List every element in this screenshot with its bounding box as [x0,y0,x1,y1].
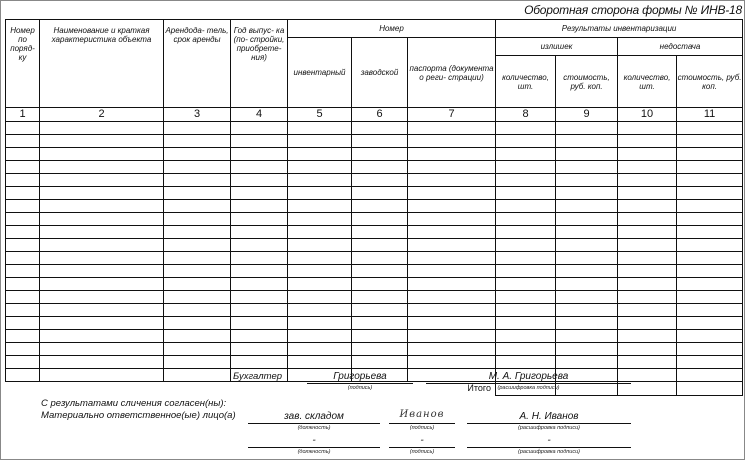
table-cell[interactable] [6,343,40,356]
table-row [6,187,743,200]
table-cell[interactable] [408,187,496,200]
table-cell[interactable] [231,174,288,187]
table-cell[interactable] [288,356,352,369]
table-cell[interactable] [288,252,352,265]
table-cell[interactable] [40,161,164,174]
person1-position-line [248,423,380,424]
table-cell[interactable] [164,356,231,369]
table-cell[interactable] [556,317,618,330]
table-cell[interactable] [677,174,743,187]
table-cell[interactable] [556,356,618,369]
table-cell[interactable] [618,343,677,356]
table-cell[interactable] [408,122,496,135]
table-cell[interactable] [496,265,556,278]
table-cell[interactable] [352,278,408,291]
person2-position-caption: (должность) [297,449,331,455]
table-cell[interactable] [231,265,288,278]
table-cell[interactable] [677,161,743,174]
table-cell[interactable] [231,343,288,356]
table-cell[interactable] [618,291,677,304]
table-cell[interactable] [6,291,40,304]
table-cell[interactable] [164,239,231,252]
table-cell[interactable] [352,226,408,239]
person1-signature-caption: (подпись) [409,425,435,431]
column-number: 7 [408,108,496,122]
table-cell[interactable] [40,135,164,148]
table-cell[interactable] [677,356,743,369]
table-cell[interactable] [231,317,288,330]
person2-position[interactable]: - [312,435,316,446]
table-cell[interactable] [164,291,231,304]
table-cell[interactable] [618,122,677,135]
table-cell[interactable] [6,252,40,265]
person2-full-name-caption: (расшифровка подписи) [518,449,580,455]
table-cell[interactable] [164,265,231,278]
table-cell[interactable] [496,122,556,135]
table-cell[interactable] [231,200,288,213]
table-cell[interactable] [677,343,743,356]
header-inventory-number: инвентарный [288,38,352,108]
table-cell[interactable] [288,213,352,226]
table-cell[interactable] [164,135,231,148]
table-cell[interactable] [496,213,556,226]
table-cell[interactable] [6,135,40,148]
table-cell[interactable] [408,265,496,278]
table-row [6,226,743,239]
header-factory-number: заводской [352,38,408,108]
table-cell[interactable] [231,226,288,239]
table-cell[interactable] [40,122,164,135]
table-cell[interactable] [556,239,618,252]
column-number: 8 [496,108,556,122]
table-cell[interactable] [40,187,164,200]
table-cell[interactable] [288,239,352,252]
table-cell[interactable] [164,330,231,343]
table-cell[interactable] [556,213,618,226]
table-cell[interactable] [352,343,408,356]
column-number: 2 [40,108,164,122]
table-cell[interactable] [677,213,743,226]
table-cell[interactable] [408,291,496,304]
table-cell[interactable] [618,278,677,291]
agreement-line2: Материально ответственное(ые) лицо(а) [41,410,236,421]
column-number: 10 [618,108,677,122]
table-cell[interactable] [231,356,288,369]
table-cell[interactable] [164,174,231,187]
table-cell[interactable] [288,343,352,356]
person1-full-name-line [467,423,631,424]
table-cell[interactable] [556,291,618,304]
table-cell[interactable] [618,252,677,265]
table-cell[interactable] [352,135,408,148]
accountant-full-name-caption: (расшифровка подписи) [497,385,560,391]
table-cell[interactable] [408,200,496,213]
header-row-number: Номер по поряд- ку [6,20,40,108]
table-cell[interactable] [352,304,408,317]
table-row [6,265,743,278]
table-row [6,252,743,265]
table-cell[interactable] [677,252,743,265]
table-cell[interactable] [40,252,164,265]
table-cell[interactable] [556,187,618,200]
total-shortage-cost[interactable] [677,382,743,396]
table-cell[interactable] [6,122,40,135]
table-cell[interactable] [352,174,408,187]
table-cell[interactable] [677,122,743,135]
person2-signature[interactable]: - [420,435,424,446]
table-row [6,239,743,252]
table-cell[interactable] [6,239,40,252]
table-cell[interactable] [408,252,496,265]
table-cell[interactable] [496,135,556,148]
table-cell[interactable] [164,122,231,135]
table-cell[interactable] [40,304,164,317]
person2-signature-caption: (подпись) [409,449,435,455]
table-cell[interactable] [352,252,408,265]
table-cell[interactable] [164,213,231,226]
column-numbers-row [6,108,743,122]
person2-signature-line [389,447,455,448]
column-number: 1 [6,108,40,122]
table-cell[interactable] [6,226,40,239]
table-cell[interactable] [231,330,288,343]
table-cell[interactable] [40,317,164,330]
table-cell[interactable] [352,291,408,304]
column-number: 11 [677,108,743,122]
person2-full-name[interactable]: - [547,435,551,446]
table-cell[interactable] [352,356,408,369]
table-cell[interactable] [496,252,556,265]
table-cell[interactable] [556,343,618,356]
table-cell[interactable] [408,161,496,174]
table-cell[interactable] [556,265,618,278]
table-cell[interactable] [164,187,231,200]
table-cell[interactable] [231,122,288,135]
table-cell[interactable] [556,278,618,291]
person1-full-name-caption: (расшифровка подписи) [518,425,580,431]
table-cell[interactable] [164,343,231,356]
table-cell[interactable] [496,356,556,369]
table-cell[interactable] [618,174,677,187]
table-cell[interactable] [496,291,556,304]
table-cell[interactable] [288,135,352,148]
table-cell[interactable] [408,213,496,226]
table-cell[interactable] [496,343,556,356]
table-cell[interactable] [40,343,164,356]
accountant-full-name-line [426,383,631,384]
table-cell[interactable] [408,135,496,148]
table-cell[interactable] [618,187,677,200]
table-cell[interactable] [618,161,677,174]
person2-position-line [248,447,380,448]
table-cell[interactable] [231,278,288,291]
table-cell[interactable] [40,369,164,382]
table-cell[interactable] [288,291,352,304]
table-cell[interactable] [677,304,743,317]
table-cell[interactable] [677,135,743,148]
table-cell[interactable] [288,278,352,291]
table-cell[interactable] [288,161,352,174]
table-cell[interactable] [408,343,496,356]
table-cell[interactable] [352,265,408,278]
inventory-table [5,19,743,396]
table-cell[interactable] [40,330,164,343]
table-cell[interactable] [40,356,164,369]
header-year: Год выпус- ка (по- стройки, приобрете- ния) [231,20,288,108]
header-passport-number: паспорта (документа о реги- страции) [408,38,496,108]
table-cell[interactable] [618,317,677,330]
table-cell[interactable] [352,330,408,343]
column-number: 3 [164,108,231,122]
table-cell[interactable] [40,226,164,239]
table-cell[interactable] [496,148,556,161]
table-cell[interactable] [618,200,677,213]
table-cell[interactable] [352,161,408,174]
total-label: Итого [467,383,492,394]
table-cell[interactable] [6,278,40,291]
table-cell[interactable] [496,304,556,317]
table-cell[interactable] [408,148,496,161]
table-cell[interactable] [408,174,496,187]
table-cell[interactable] [288,148,352,161]
table-cell[interactable] [677,148,743,161]
table-cell[interactable] [618,213,677,226]
table-cell[interactable] [231,161,288,174]
table-cell[interactable] [556,161,618,174]
table-cell[interactable] [6,148,40,161]
table-cell[interactable] [6,161,40,174]
header-group-shortage: недостача [618,38,743,56]
header-group-surplus: излишек [496,38,618,56]
table-cell[interactable] [556,135,618,148]
table-row [6,330,743,343]
table-row [6,356,743,369]
table-cell[interactable] [677,369,743,382]
table-cell[interactable] [40,148,164,161]
table-row [6,304,743,317]
table-cell[interactable] [496,239,556,252]
table-cell[interactable] [6,356,40,369]
header-group-number: Номер [288,20,496,38]
table-cell[interactable] [496,187,556,200]
table-cell[interactable] [352,200,408,213]
column-number: 5 [288,108,352,122]
table-row [6,148,743,161]
table-cell[interactable] [556,226,618,239]
column-number: 9 [556,108,618,122]
table-cell[interactable] [352,213,408,226]
table-row [6,174,743,187]
person1-position-caption: (должность) [297,425,331,431]
table-cell[interactable] [6,304,40,317]
person1-position[interactable]: зав. складом [284,411,344,422]
table-cell[interactable] [677,226,743,239]
accountant-signature-line [307,383,413,384]
table-cell[interactable] [496,330,556,343]
table-cell[interactable] [231,213,288,226]
table-cell[interactable] [677,239,743,252]
table-cell[interactable] [288,174,352,187]
header-group-results: Результаты инвентаризации [496,20,743,38]
table-cell[interactable] [231,135,288,148]
table-row [6,122,743,135]
table-cell[interactable] [677,187,743,200]
table-row [6,291,743,304]
person1-full-name[interactable]: А. Н. Иванов [519,411,579,422]
accountant-full-name[interactable]: М. А. Григорьева [488,371,569,382]
table-cell[interactable] [6,265,40,278]
table-cell[interactable] [618,304,677,317]
table-cell[interactable] [408,226,496,239]
table-cell[interactable] [6,317,40,330]
table-row [6,161,743,174]
table-cell[interactable] [6,200,40,213]
accountant-signature-caption: (подпись) [347,385,373,391]
table-cell[interactable] [231,239,288,252]
table-cell[interactable] [352,122,408,135]
table-row [6,343,743,356]
table-cell[interactable] [40,213,164,226]
person1-signature[interactable]: Иванов [399,409,445,420]
table-cell[interactable] [408,278,496,291]
table-cell[interactable] [556,304,618,317]
table-cell[interactable] [618,135,677,148]
table-cell[interactable] [288,265,352,278]
table-cell[interactable] [40,200,164,213]
table-cell[interactable] [496,200,556,213]
table-cell[interactable] [408,356,496,369]
table-cell[interactable] [352,317,408,330]
table-row [6,135,743,148]
table-cell[interactable] [408,330,496,343]
table-cell[interactable] [164,161,231,174]
table-cell[interactable] [618,226,677,239]
table-row [6,278,743,291]
table-cell[interactable] [618,356,677,369]
column-number: 4 [231,108,288,122]
table-cell[interactable] [288,226,352,239]
table-cell[interactable] [288,200,352,213]
table-cell[interactable] [231,304,288,317]
table-cell[interactable] [677,330,743,343]
table-cell[interactable] [556,200,618,213]
table-cell[interactable] [288,187,352,200]
table-cell[interactable] [6,330,40,343]
table-cell[interactable] [408,239,496,252]
table-cell[interactable] [164,304,231,317]
table-row [6,200,743,213]
table-cell[interactable] [556,148,618,161]
table-cell[interactable] [556,252,618,265]
table-row [6,213,743,226]
table-cell[interactable] [352,148,408,161]
form-title: Оборотная сторона формы № ИНВ-18 [524,3,742,17]
table-cell[interactable] [164,252,231,265]
table-cell[interactable] [164,317,231,330]
header-surplus-quantity: количество, шт. [496,56,556,108]
header-lessor: Арендода- тель, срок аренды [164,20,231,108]
table-cell[interactable] [556,174,618,187]
header-shortage-cost: стоимость, руб. коп. [677,56,743,108]
table-cell[interactable] [677,265,743,278]
person1-signature-line [389,423,455,424]
table-cell[interactable] [6,174,40,187]
table-cell[interactable] [6,187,40,200]
table-cell[interactable] [677,317,743,330]
table-cell[interactable] [677,278,743,291]
table-cell[interactable] [164,200,231,213]
table-row [6,317,743,330]
table-cell[interactable] [618,239,677,252]
table-cell[interactable] [40,278,164,291]
person2-full-name-line [467,447,631,448]
header-shortage-quantity: количество, шт. [618,56,677,108]
table-cell[interactable] [231,291,288,304]
table-cell[interactable] [288,330,352,343]
table-cell[interactable] [288,304,352,317]
table-cell[interactable] [231,187,288,200]
table-cell[interactable] [496,161,556,174]
table-cell[interactable] [164,226,231,239]
table-cell[interactable] [288,317,352,330]
column-number: 6 [352,108,408,122]
table-cell[interactable] [352,187,408,200]
table-cell[interactable] [556,330,618,343]
table-cell[interactable] [496,278,556,291]
table-cell[interactable] [496,317,556,330]
accountant-signature[interactable]: Григорьева [333,371,387,382]
table-cell[interactable] [40,239,164,252]
table-cell[interactable] [408,317,496,330]
table-cell[interactable] [677,200,743,213]
table-cell[interactable] [618,148,677,161]
table-cell[interactable] [231,252,288,265]
table-cell[interactable] [40,291,164,304]
agreement-line1: С результатами сличения согласен(ны): [41,398,227,409]
table-cell[interactable] [556,122,618,135]
table-cell[interactable] [408,304,496,317]
table-cell[interactable] [40,174,164,187]
table-cell[interactable] [6,369,40,382]
table-cell[interactable] [6,213,40,226]
table-cell[interactable] [496,174,556,187]
table-cell[interactable] [496,226,556,239]
table-cell[interactable] [164,148,231,161]
accountant-label: Бухгалтер [233,371,283,382]
table-cell[interactable] [618,265,677,278]
table-cell[interactable] [288,122,352,135]
table-cell[interactable] [164,369,231,382]
header-object-name: Наименование и краткая характеристика объекта [40,20,164,108]
table-cell[interactable] [164,278,231,291]
table-cell[interactable] [618,330,677,343]
table-cell[interactable] [40,265,164,278]
table-cell[interactable] [231,148,288,161]
table-cell[interactable] [677,291,743,304]
table-cell[interactable] [352,239,408,252]
header-surplus-cost: стоимость, руб. коп. [556,56,618,108]
